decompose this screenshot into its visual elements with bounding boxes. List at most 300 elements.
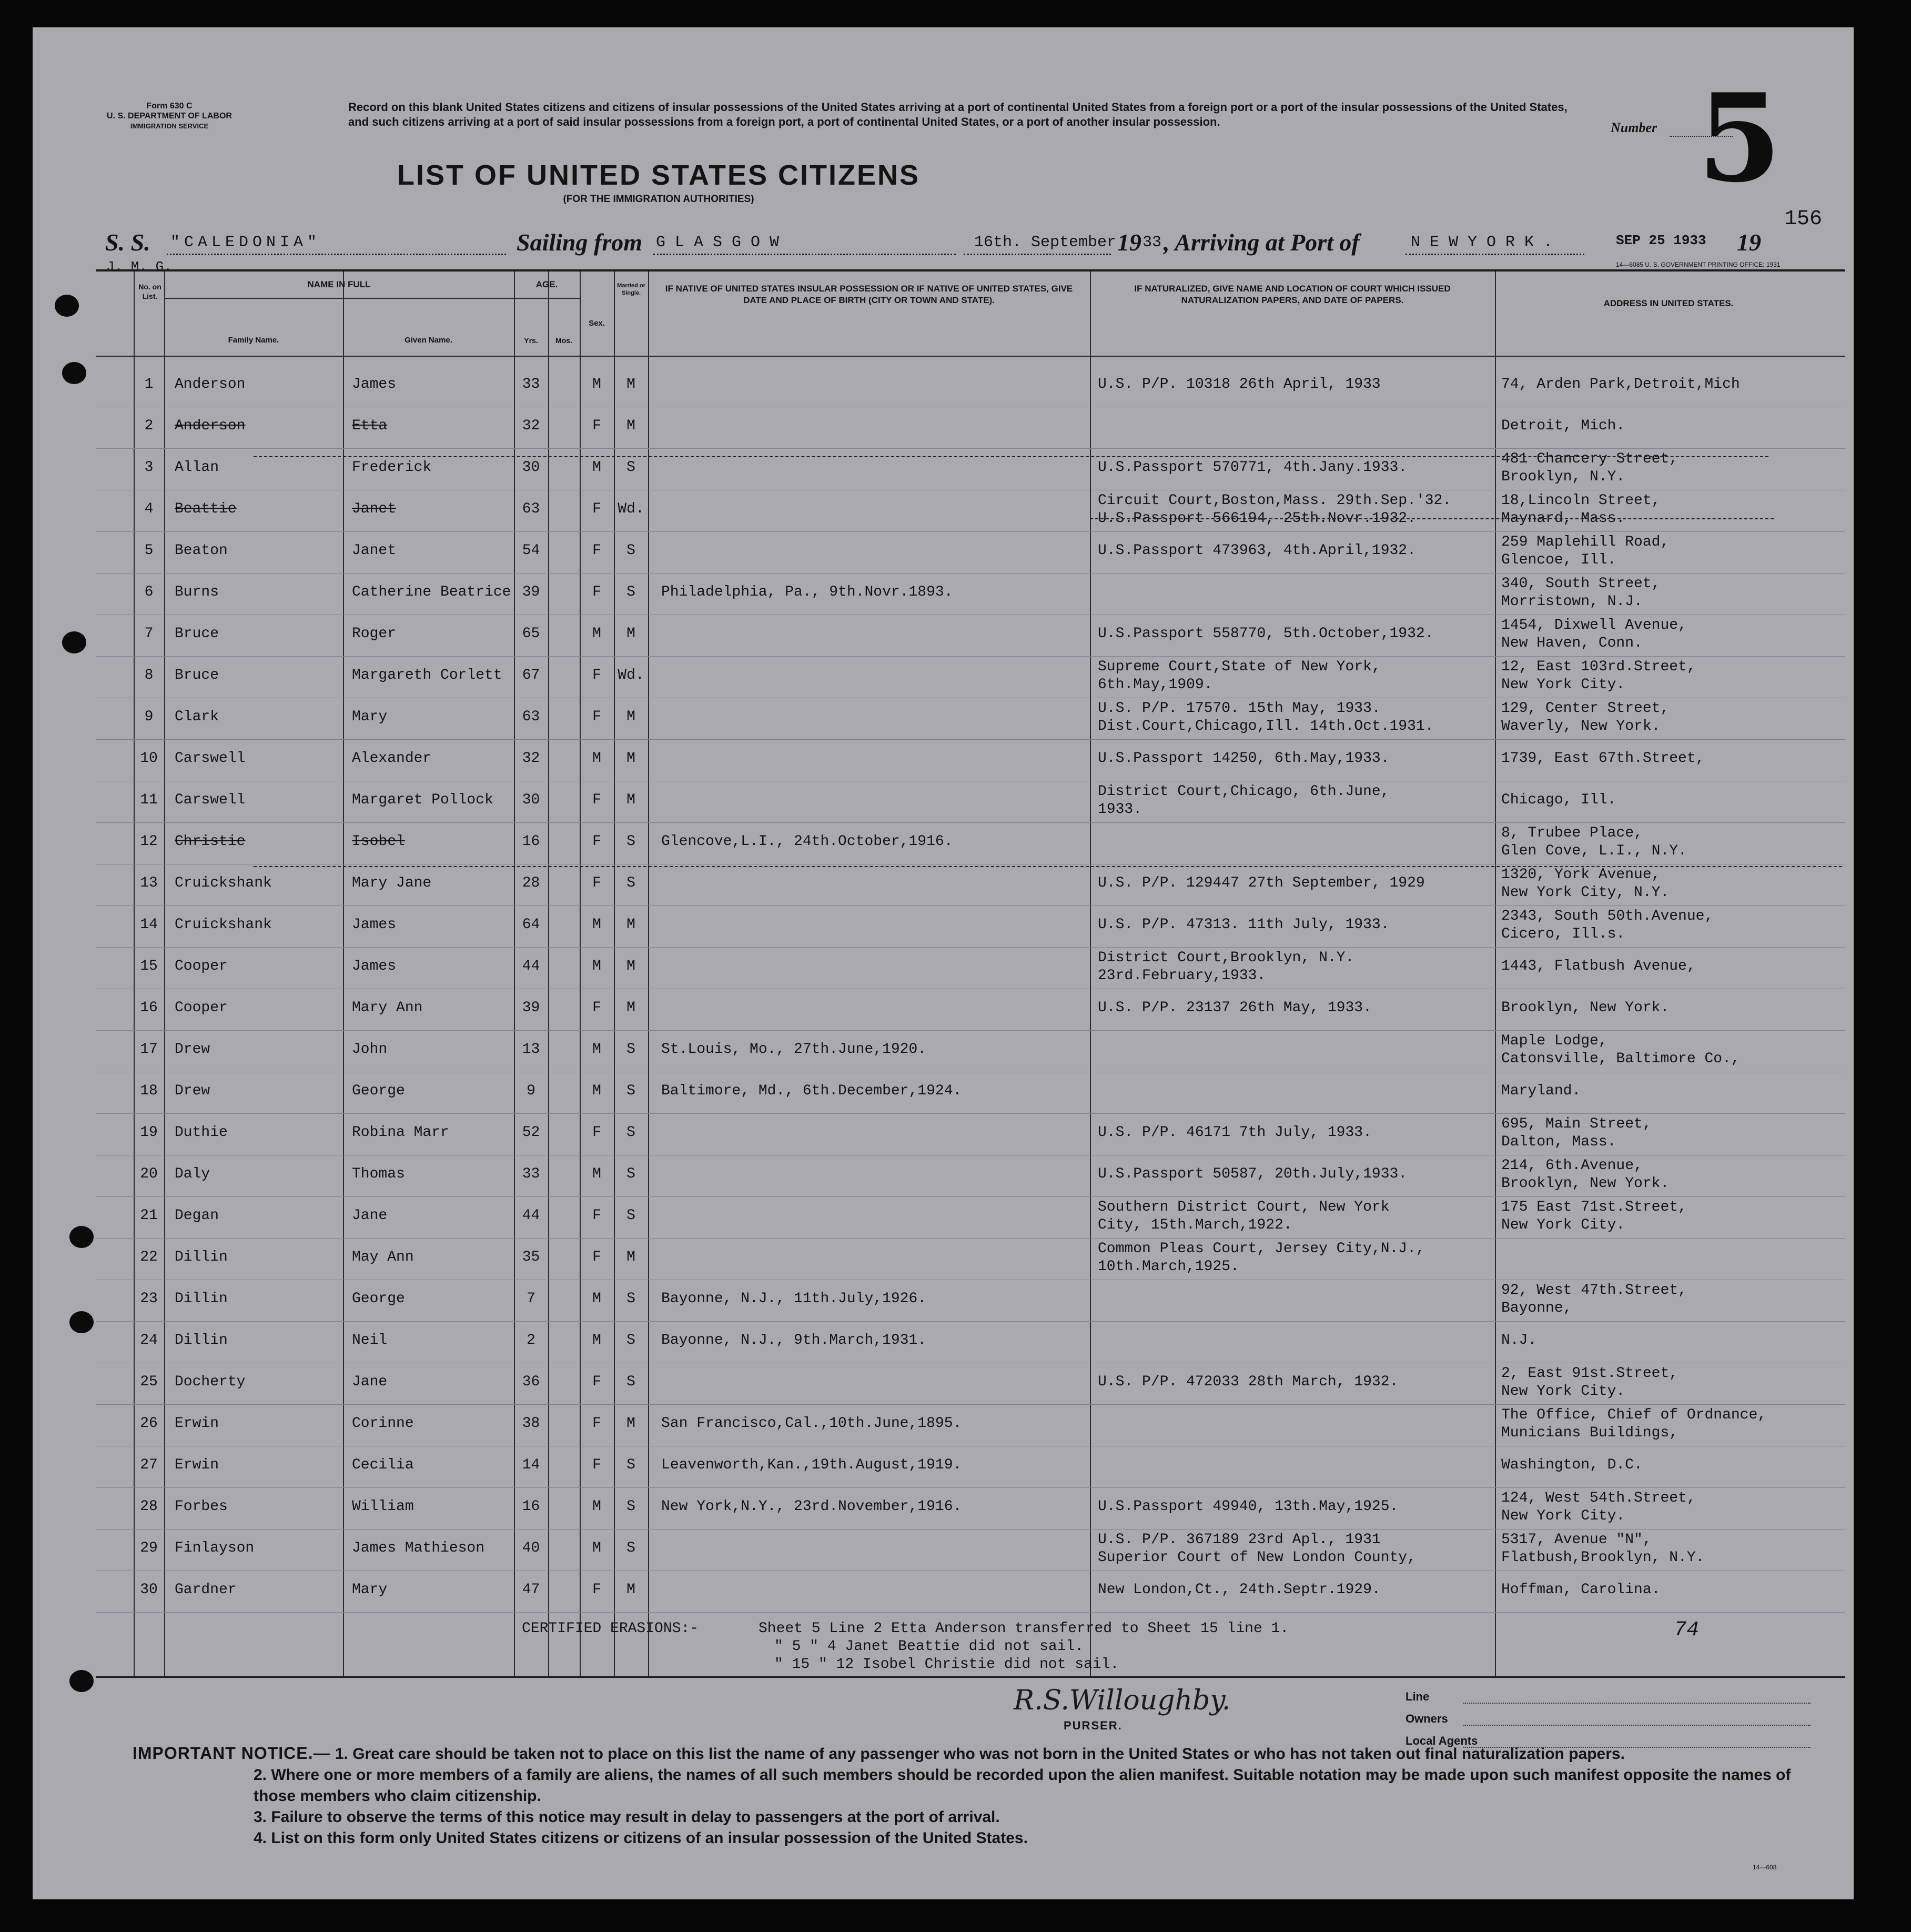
row-number: 20 — [140, 1166, 158, 1182]
marital-status: S — [626, 1041, 635, 1058]
row-number: 28 — [140, 1498, 158, 1515]
marital-status: M — [626, 1000, 635, 1016]
row-rule — [96, 905, 1845, 906]
given-name: James — [352, 917, 397, 933]
form-issuer — [90, 101, 248, 131]
address-line: 2, East 91st.Street, — [1501, 1365, 1679, 1382]
family-name: Duthie — [175, 1124, 228, 1141]
marital-status: M — [626, 418, 635, 434]
row-number: 3 — [144, 459, 154, 476]
row-number: 25 — [140, 1374, 158, 1390]
passenger-table — [96, 269, 1845, 1678]
col-married-single: Married or Single. — [617, 283, 645, 296]
marital-status: S — [626, 542, 635, 559]
age-years: 64 — [522, 917, 540, 933]
row-number: 7 — [144, 626, 154, 642]
family-name: Allan — [175, 459, 219, 476]
given-name: Mary — [352, 1582, 388, 1598]
punch-hole — [69, 1226, 94, 1248]
family-name: Carswell — [175, 792, 246, 808]
naturalization-line: 6th.May,1909. — [1098, 677, 1213, 693]
naturalization-line: Circuit Court,Boston,Mass. 29th.Sep.'32. — [1098, 492, 1452, 509]
address-line: Maryland. — [1501, 1083, 1581, 1099]
row-number: 19 — [140, 1124, 158, 1141]
sex: F — [592, 1249, 601, 1265]
sex: F — [592, 709, 601, 725]
age-years: 36 — [522, 1374, 540, 1390]
given-name: Neil — [352, 1332, 388, 1349]
row-rule — [96, 1196, 1845, 1197]
marital-status: S — [626, 1291, 635, 1307]
given-name: Janet — [352, 501, 397, 517]
naturalization-line: U.S.Passport 473963, 4th.April,1932. — [1098, 542, 1416, 559]
naturalization-line: U.S. P/P. 472033 28th March, 1932. — [1098, 1374, 1399, 1390]
col-family-name: Family Name. — [228, 336, 279, 345]
page-title: LIST OF UNITED STATES CITIZENS — [397, 159, 920, 191]
address-line: Municians Buildings, — [1501, 1425, 1679, 1441]
family-name: Degan — [175, 1208, 219, 1224]
family-name: Dillin — [175, 1249, 228, 1265]
local-agents-label: Local Agents — [1406, 1734, 1478, 1747]
address-line: Chicago, Ill. — [1501, 792, 1616, 808]
row-number: 5 — [144, 542, 154, 559]
row-rule — [96, 1529, 1845, 1530]
sex: F — [592, 833, 601, 850]
naturalization-line: Southern District Court, New York — [1098, 1199, 1390, 1215]
family-name: Bruce — [175, 667, 219, 683]
naturalization-line: U.S.Passport 50587, 20th.July,1933. — [1098, 1166, 1408, 1182]
certified-label: CERTIFIED ERASIONS:- — [522, 1621, 699, 1637]
row-rule — [96, 1113, 1845, 1114]
address-line: Brooklyn, N.Y. — [1501, 469, 1625, 485]
punch-hole — [62, 362, 86, 384]
row-rule — [96, 947, 1845, 948]
col-sex: Sex. — [589, 319, 605, 328]
address-line: Flatbush,Brooklyn, N.Y. — [1501, 1549, 1705, 1566]
certified-line-3: " 15 " 12 Isobel Christie did not sail. — [774, 1656, 1119, 1673]
sex: F — [592, 792, 601, 808]
row-number: 1 — [144, 376, 154, 393]
row-rule — [96, 1030, 1845, 1031]
row-rule — [96, 656, 1845, 657]
marital-status: M — [626, 917, 635, 933]
address-line: 124, West 54th.Street, — [1501, 1490, 1696, 1506]
address-line: 259 Maplehill Road, — [1501, 534, 1670, 550]
row-number: 30 — [140, 1582, 158, 1598]
given-name: Isobel — [352, 833, 405, 850]
naturalization-line: Dist.Court,Chicago,Ill. 14th.Oct.1931. — [1098, 718, 1434, 734]
cancel-line — [254, 456, 1768, 457]
sex: M — [592, 459, 601, 476]
row-number: 4 — [144, 501, 154, 517]
sex: M — [592, 626, 601, 642]
given-name: George — [352, 1083, 405, 1099]
age-years: 2 — [527, 1332, 535, 1349]
address-line: Cicero, Ill.s. — [1501, 926, 1625, 942]
notice-lead: IMPORTANT NOTICE.— — [133, 1744, 331, 1763]
row-number: 10 — [140, 750, 158, 767]
sex: F — [592, 418, 601, 434]
age-years: 39 — [522, 1000, 540, 1016]
arriving-label: , Arriving at Port of — [1164, 229, 1360, 256]
family-name: Anderson — [175, 376, 246, 393]
sex: F — [592, 1124, 601, 1141]
marital-status: S — [626, 833, 635, 850]
age-years: 38 — [522, 1415, 540, 1432]
sex: F — [592, 1582, 601, 1598]
age-years: 9 — [527, 1083, 535, 1099]
row-rule — [96, 1487, 1845, 1488]
family-name: Cruickshank — [175, 875, 272, 891]
sex: M — [592, 958, 601, 974]
given-name: Robina Marr — [352, 1124, 449, 1141]
address-line: 481 Chancery Street, — [1501, 451, 1679, 467]
address-line: New York City. — [1501, 1383, 1625, 1400]
address-line: New York City. — [1501, 677, 1625, 693]
marital-status: S — [626, 1332, 635, 1349]
address-line: Maple Lodge, — [1501, 1033, 1607, 1049]
given-name: Jane — [352, 1374, 388, 1390]
given-name: Margareth Corlett — [352, 667, 502, 683]
age-years: 13 — [522, 1041, 540, 1058]
cancel-line — [254, 866, 1842, 867]
age-years: 44 — [522, 1208, 540, 1224]
col-address: ADDRESS IN UNITED STATES. — [1603, 298, 1734, 308]
purser-label: PURSER. — [1064, 1719, 1123, 1732]
address-line: 8, Trubee Place, — [1501, 825, 1643, 841]
row-rule — [96, 822, 1845, 823]
given-name: Alexander — [352, 750, 432, 767]
age-years: 52 — [522, 1124, 540, 1141]
age-years: 7 — [527, 1291, 535, 1307]
row-rule — [96, 1404, 1845, 1405]
address-line: 695, Main Street, — [1501, 1116, 1652, 1132]
family-name: Anderson — [175, 418, 246, 434]
naturalization-line: U.S.Passport 49940, 13th.May,1925. — [1098, 1498, 1399, 1515]
service-name: IMMIGRATION SERVICE — [130, 122, 209, 130]
age-years: 16 — [522, 1498, 540, 1515]
given-name: James — [352, 376, 397, 393]
address-line: 129, Center Street, — [1501, 700, 1670, 717]
given-name: Catherine Beatrice — [352, 584, 511, 600]
naturalization-line: District Court,Brooklyn, N.Y. — [1098, 950, 1354, 966]
address-line: Bayonne, — [1501, 1300, 1572, 1316]
notice-item-4: 4. List on this form only United States citizens or citizens of an insular possession of the United States. — [254, 1829, 1028, 1847]
col-given-name: Given Name. — [405, 336, 452, 345]
sex: F — [592, 1000, 601, 1016]
age-years: 40 — [522, 1540, 540, 1556]
given-name: Mary — [352, 709, 388, 725]
row-number: 27 — [140, 1457, 158, 1473]
birth-place-date: Leavenworth,Kan.,19th.August,1919. — [661, 1457, 962, 1473]
naturalization-line: Superior Court of New London County, — [1098, 1549, 1416, 1566]
marital-status: S — [626, 1374, 635, 1390]
given-name: Mary Ann — [352, 1000, 423, 1016]
marital-status: S — [626, 1083, 635, 1099]
arrival-port: N E W Y O R K . — [1411, 234, 1553, 251]
birth-place-date: St.Louis, Mo., 27th.June,1920. — [661, 1041, 927, 1058]
row-rule — [96, 448, 1845, 449]
row-number: 13 — [140, 875, 158, 891]
birth-place-date: Baltimore, Md., 6th.December,1924. — [661, 1083, 962, 1099]
naturalization-line: 1933. — [1098, 801, 1142, 818]
given-name: May Ann — [352, 1249, 414, 1265]
footer-code: 14—608 — [1753, 1864, 1777, 1871]
family-name: Cooper — [175, 1000, 228, 1016]
naturalization-line: City, 15th.March,1922. — [1098, 1217, 1292, 1233]
address-line: 1739, East 67th.Street, — [1501, 750, 1705, 767]
family-name: Beattie — [175, 501, 237, 517]
age-years: 54 — [522, 542, 540, 559]
given-name: William — [352, 1498, 414, 1515]
row-number: 14 — [140, 917, 158, 933]
marital-status: Wd. — [618, 501, 644, 517]
certified-line-1: Sheet 5 Line 2 Etta Anderson transferred to Sheet 15 line 1. — [759, 1621, 1289, 1637]
row-number: 12 — [140, 833, 158, 850]
sex: F — [592, 667, 601, 683]
stamp-year-prefix: 19 — [1737, 229, 1761, 256]
address-line: 5317, Avenue "N", — [1501, 1532, 1652, 1548]
given-name: Thomas — [352, 1166, 405, 1182]
naturalization-line: 10th.March,1925. — [1098, 1259, 1239, 1275]
form-number: Form 630 C — [146, 102, 193, 110]
address-line: 2343, South 50th.Avenue, — [1501, 908, 1714, 924]
given-name: Janet — [352, 542, 397, 559]
address-line: Maynard, Mass. — [1501, 510, 1625, 527]
manifest-sheet — [33, 27, 1854, 1899]
naturalization-line: U.S. P/P. 46171 7th July, 1933. — [1098, 1124, 1372, 1141]
age-years: 30 — [522, 792, 540, 808]
address-line: 74, Arden Park,Detroit,Mich — [1501, 376, 1740, 393]
row-number: 9 — [144, 709, 154, 725]
sex: M — [592, 1291, 601, 1307]
arrival-stamp: SEP 25 1933 — [1616, 233, 1706, 248]
age-years: 28 — [522, 875, 540, 891]
sex: M — [592, 1041, 601, 1058]
age-years: 39 — [522, 584, 540, 600]
row-number: 2 — [144, 418, 154, 434]
naturalization-line: U.S. P/P. 17570. 15th May, 1933. — [1098, 700, 1381, 717]
tally-mark: 74 — [1674, 1618, 1700, 1642]
sex: M — [592, 376, 601, 393]
naturalization-line: U.S.Passport 558770, 5th.October,1932. — [1098, 626, 1434, 642]
family-name: Gardner — [175, 1582, 237, 1598]
naturalization-line: U.S. P/P. 10318 26th April, 1933 — [1098, 376, 1381, 393]
marital-status: M — [626, 376, 635, 393]
sex: M — [592, 750, 601, 767]
given-name: James Mathieson — [352, 1540, 485, 1556]
marital-status: M — [626, 750, 635, 767]
family-name: Dillin — [175, 1332, 228, 1349]
department-name: U. S. DEPARTMENT OF LABOR — [107, 112, 232, 120]
row-number: 29 — [140, 1540, 158, 1556]
sex: F — [592, 1457, 601, 1473]
birth-place-date: Bayonne, N.J., 11th.July,1926. — [661, 1291, 927, 1307]
given-name: Jane — [352, 1208, 388, 1224]
naturalization-line: U.S. P/P. 367189 23rd Apl., 1931 — [1098, 1532, 1381, 1548]
marital-status: Wd. — [618, 667, 644, 683]
departure-date: 16th. September — [974, 234, 1117, 251]
age-years: 63 — [522, 709, 540, 725]
cancel-line — [1090, 518, 1774, 519]
important-notice — [133, 1743, 1832, 1849]
sex: M — [592, 1332, 601, 1349]
address-line: 92, West 47th.Street, — [1501, 1282, 1687, 1299]
naturalization-line: U.S. P/P. 47313. 11th July, 1933. — [1098, 917, 1390, 933]
printer-note: 14—6085 U. S. GOVERNMENT PRINTING OFFICE: 1931 — [1616, 261, 1781, 268]
row-number: 17 — [140, 1041, 158, 1058]
marital-status: S — [626, 1498, 635, 1515]
notice-item-1: 1. Great care should be taken not to place on this list the name of any passenger who was not born in the United States or who has not taken out final naturalization papers. — [335, 1745, 1625, 1763]
address-line: 175 East 71st.Street, — [1501, 1199, 1687, 1215]
naturalization-line: Supreme Court,State of New York, — [1098, 659, 1381, 675]
age-years: 14 — [522, 1457, 540, 1473]
family-name: Cruickshank — [175, 917, 272, 933]
family-name: Bruce — [175, 626, 219, 642]
given-name: John — [352, 1041, 388, 1058]
address-line: New York City, N.Y. — [1501, 884, 1670, 901]
number-label: Number — [1611, 120, 1657, 135]
punch-hole — [62, 631, 86, 653]
row-rule — [96, 739, 1845, 740]
departure-port: G L A S G O W — [656, 234, 780, 251]
form-instructions: Record on this blank United States citizens and citizens of insular possessions of the United States arriving at a port of continental United States from a foreign port or a port of the insular possessions of the United States, and such citizens arriving at a port of said insular possessions from a foreign port, a port of continental United States, or a port of another insular possession. — [348, 100, 1568, 128]
birth-place-date: Philadelphia, Pa., 9th.Novr.1893. — [661, 584, 953, 600]
age-years: 67 — [522, 667, 540, 683]
row-number: 6 — [144, 584, 154, 600]
address-line: 1320, York Avenue, — [1501, 867, 1661, 883]
given-name: Corinne — [352, 1415, 414, 1432]
address-line: New York City. — [1501, 1217, 1625, 1233]
marital-status: S — [626, 1166, 635, 1182]
col-age: AGE. — [535, 279, 558, 289]
sex: M — [592, 917, 601, 933]
marital-status: S — [626, 1540, 635, 1556]
age-years: 16 — [522, 833, 540, 850]
family-name: Clark — [175, 709, 219, 725]
punch-hole — [69, 1311, 94, 1333]
col-yrs: Yrs. — [524, 336, 538, 345]
page-number: 156 — [1784, 207, 1823, 231]
row-number: 24 — [140, 1332, 158, 1349]
given-name: James — [352, 958, 397, 974]
birth-place-date: New York,N.Y., 23rd.November,1916. — [661, 1498, 962, 1515]
address-line: Waverly, New York. — [1501, 718, 1661, 734]
row-number: 11 — [140, 792, 158, 808]
row-rule — [96, 1321, 1845, 1322]
age-years: 33 — [522, 1166, 540, 1182]
family-name: Erwin — [175, 1457, 219, 1473]
notice-item-2: 2. Where one or more members of a family are aliens, the names of all such members should be recorded upon the alien manifest. Suitable notation may be made upon such manifest opposite the names of those members who claim citizenship. — [254, 1766, 1791, 1805]
marital-status: M — [626, 1415, 635, 1432]
col-mos: Mos. — [555, 336, 572, 345]
marital-status: S — [626, 584, 635, 600]
given-name: Roger — [352, 626, 397, 642]
given-name: Margaret Pollock — [352, 792, 493, 808]
family-name: Daly — [175, 1166, 210, 1182]
marital-status: S — [626, 875, 635, 891]
naturalization-line: New London,Ct., 24th.Septr.1929. — [1098, 1582, 1381, 1598]
sex: F — [592, 542, 601, 559]
marital-status: M — [626, 958, 635, 974]
naturalization-line: U.S. P/P. 129447 27th September, 1929 — [1098, 875, 1425, 891]
address-line: 214, 6th.Avenue, — [1501, 1158, 1643, 1174]
sex: M — [592, 1166, 601, 1182]
address-line: Detroit, Mich. — [1501, 418, 1625, 434]
age-years: 32 — [522, 750, 540, 767]
marital-status: S — [626, 459, 635, 476]
row-rule — [96, 1238, 1845, 1239]
sailing-label: Sailing from — [517, 229, 643, 256]
col-birth: IF NATIVE OF UNITED STATES INSULAR POSSESSION OR IF NATIVE OF UNITED STATES, GIVE DATE AND PLACE OF BIRTH (CITY OR TOWN AND STATE). — [665, 284, 1073, 305]
row-number: 18 — [140, 1083, 158, 1099]
age-years: 35 — [522, 1249, 540, 1265]
address-line: 12, East 103rd.Street, — [1501, 659, 1696, 675]
birth-place-date: Glencove,L.I., 24th.October,1916. — [661, 833, 953, 850]
naturalization-line: Common Pleas Court, Jersey City,N.J., — [1098, 1241, 1425, 1257]
family-name: Finlayson — [175, 1540, 255, 1556]
certified-line-2: " 5 " 4 Janet Beattie did not sail. — [774, 1638, 1084, 1655]
owners-label: Owners — [1406, 1712, 1448, 1725]
age-years: 63 — [522, 501, 540, 517]
age-years: 47 — [522, 1582, 540, 1598]
punch-hole — [69, 1670, 94, 1692]
sex: F — [592, 1374, 601, 1390]
sex: F — [592, 1415, 601, 1432]
address-line: 1454, Dixwell Avenue, — [1501, 617, 1687, 633]
address-line: Morristown, N.J. — [1501, 593, 1643, 610]
given-name: George — [352, 1291, 405, 1307]
family-name: Cooper — [175, 958, 228, 974]
address-line: The Office, Chief of Ordnance, — [1501, 1407, 1767, 1423]
row-number: 26 — [140, 1415, 158, 1432]
family-name: Dillin — [175, 1291, 228, 1307]
address-line: Dalton, Mass. — [1501, 1134, 1616, 1150]
address-line: Glencoe, Ill. — [1501, 552, 1616, 568]
address-line: 1443, Flatbush Avenue, — [1501, 958, 1696, 974]
birth-place-date: San Francisco,Cal.,10th.June,1895. — [661, 1415, 962, 1432]
address-line: 18,Lincoln Street, — [1501, 492, 1661, 509]
row-number: 21 — [140, 1208, 158, 1224]
family-name: Christie — [175, 833, 246, 850]
given-name: Cecilia — [352, 1457, 414, 1473]
row-rule — [96, 1612, 1845, 1613]
age-years: 33 — [522, 376, 540, 393]
marital-status: S — [626, 1457, 635, 1473]
sex: F — [592, 584, 601, 600]
naturalization-line: U.S.Passport 566194, 25th.Novr.1932. — [1098, 510, 1416, 527]
voyage-line — [33, 221, 1854, 258]
address-line: N.J. — [1501, 1332, 1537, 1349]
family-name: Docherty — [175, 1374, 246, 1390]
family-name: Drew — [175, 1041, 210, 1058]
age-years: 65 — [522, 626, 540, 642]
age-years: 32 — [522, 418, 540, 434]
family-name: Carswell — [175, 750, 246, 767]
punch-hole — [55, 295, 79, 317]
ship-name: "CALEDONIA" — [170, 234, 321, 251]
address-line: New York City. — [1501, 1508, 1625, 1524]
marital-status: M — [626, 1249, 635, 1265]
year-prefix: 19 — [1117, 229, 1141, 256]
ss-label: S. S. — [105, 229, 150, 256]
sex: M — [592, 1540, 601, 1556]
sheet-number: 5 — [1697, 67, 1782, 209]
address-line: Brooklyn, New York. — [1501, 1000, 1670, 1016]
naturalization-line: U.S.Passport 570771, 4th.Jany.1933. — [1098, 459, 1408, 476]
departure-year: 33 — [1142, 234, 1162, 251]
naturalization-line: U.S.Passport 14250, 6th.May,1933. — [1098, 750, 1390, 767]
